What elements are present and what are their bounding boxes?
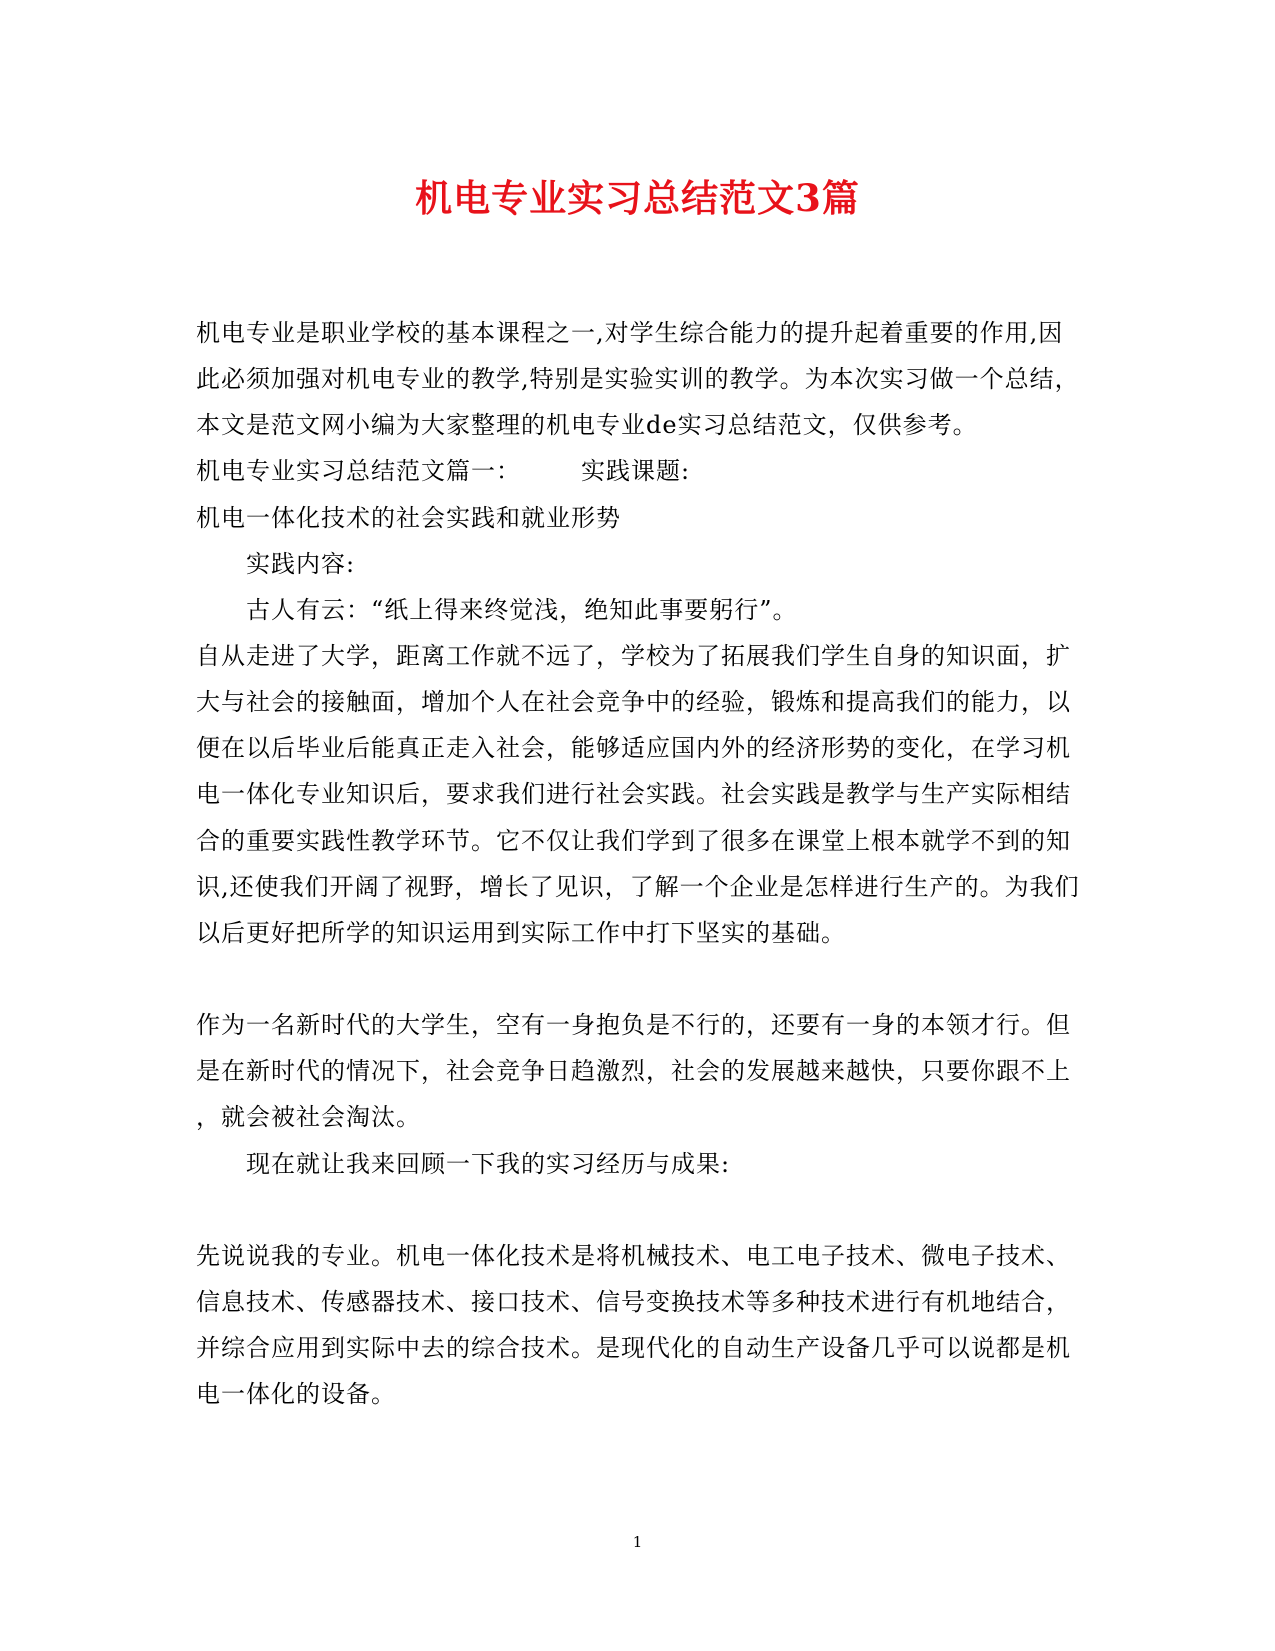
practice-topic-text: 机电一体化技术的社会实践和就业形势 — [196, 504, 621, 532]
document-title: 机电专业实习总结范文3篇 — [415, 176, 860, 220]
practice-topic-label: 实践课题: — [581, 457, 691, 485]
paragraph-line: 以后更好把所学的知识运用到实际工作中打下坚实的基础。 — [196, 919, 846, 947]
paragraph-line: 便在以后毕业后能真正走入社会，能够适应国内外的经济形势的变化，在学习机 — [196, 734, 1071, 762]
paragraph-line: ，就会被社会淘汰。 — [196, 1103, 421, 1131]
practice-content-label: 实践内容: — [246, 550, 356, 578]
paragraph-line: 合的重要实践性教学环节。它不仅让我们学到了很多在课堂上根本就学不到的知 — [196, 827, 1071, 855]
paragraph-line: 本文是范文网小编为大家整理的机电专业de实习总结范文，仅供参考。 — [196, 411, 978, 439]
paragraph-line: 此必须加强对机电专业的教学,特别是实验实训的教学。为本次实习做一个总结， — [196, 365, 1080, 393]
paragraph-line: 先说说我的专业。机电一体化技术是将机械技术、电工电子技术、微电子技术、 — [196, 1242, 1071, 1270]
paragraph-line: 并综合应用到实际中去的综合技术。是现代化的自动生产设备几乎可以说都是机 — [196, 1334, 1071, 1362]
paragraph-line: 作为一名新时代的大学生，空有一身抱负是不行的，还要有一身的本领才行。但 — [196, 1011, 1071, 1039]
paragraph-line: 电一体化专业知识后，要求我们进行社会实践。社会实践是教学与生产实际相结 — [196, 780, 1071, 808]
paragraph-line: 是在新时代的情况下，社会竞争日趋激烈，社会的发展越来越快，只要你跟不上 — [196, 1057, 1071, 1085]
paragraph-line: 信息技术、传感器技术、接口技术、信号变换技术等多种技术进行有机地结合， — [196, 1288, 1071, 1316]
paragraph-line: 大与社会的接触面，增加个人在社会竞争中的经验，锻炼和提高我们的能力，以 — [196, 688, 1071, 716]
page-number: 1 — [632, 1533, 643, 1551]
paragraph-line: 自从走进了大学，距离工作就不远了，学校为了拓展我们学生自身的知识面，扩 — [196, 642, 1071, 670]
paragraph-line: 识,还使我们开阔了视野，增长了见识，了解一个企业是怎样进行生产的。为我们 — [196, 873, 1080, 901]
section-heading-line — [196, 456, 690, 486]
paragraph-line: 机电专业是职业学校的基本课程之一,对学生综合能力的提升起着重要的作用,因 — [196, 319, 1064, 347]
paragraph-line: 电一体化的设备。 — [196, 1380, 396, 1408]
section-heading: 机电专业实习总结范文篇一： — [196, 457, 521, 485]
paragraph-line: 现在就让我来回顾一下我的实习经历与成果: — [246, 1150, 731, 1178]
quote-line: 古人有云：“纸上得来终觉浅，绝知此事要躬行”。 — [246, 596, 798, 624]
